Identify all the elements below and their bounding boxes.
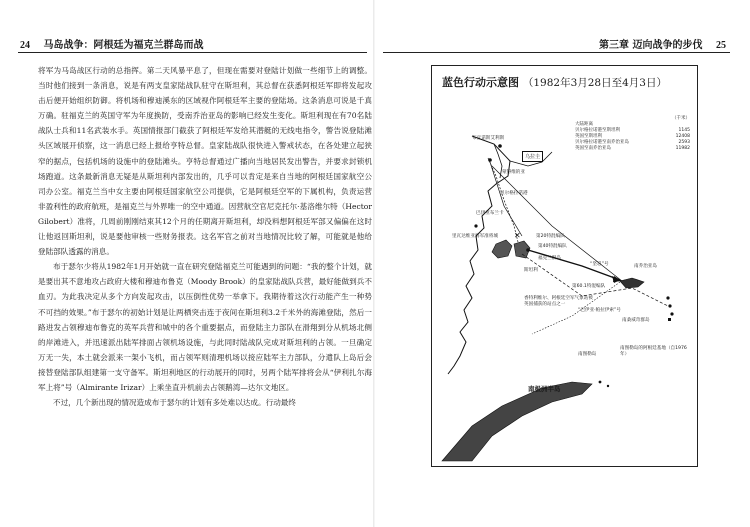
south-sandwich-island-3 xyxy=(670,312,673,315)
label-stanley: 斯坦利 xyxy=(524,268,538,273)
arrowhead-task-60 xyxy=(613,276,622,282)
antarctic-islet-2 xyxy=(607,385,609,387)
label-task-40: 第40特混编队 xyxy=(538,244,567,249)
label-south-thule: 南桑威奇群岛 xyxy=(622,318,650,323)
marker-puerto-belgrano xyxy=(488,158,492,162)
right-page xyxy=(375,0,750,527)
distance-route: 大陆距离 xyxy=(575,122,593,127)
label-note: 香特利维尔、阿根廷空军气象站被英国捕获的站点之一 xyxy=(524,296,593,307)
marker-buenos-aires xyxy=(498,144,502,148)
label-puerto-belgrano: 贝尔格拉诺港 xyxy=(500,191,528,196)
label-task-20: 第20特混编队 xyxy=(536,234,565,239)
right-running-head: 第三章 迈向战争的步伐 xyxy=(599,40,703,51)
paragraph-1: 将军为马岛战区行动的总指挥。第二天风暴平息了，但现在需要对登陆计划做一些细节上的调整。当时他们接到一条消息，说是有两支皇家陆战队驻守在斯坦利，其总督在获悉阿根廷军即将发起攻击后便开始组织防御。将机场和穆迪溪东的区域视作阿根廷军主要的登陆场。这条消息可说是千真万确。驻福克兰的英国守军为年度换防，受南乔治亚岛的影响已经发生变化。斯坦利现在有70名陆战队士兵和11名武装水手。英国情报部门截获了阿根廷军发给其潜艇的无线电指令，警告说登陆滩头区域展开侦察，这一消息已经上报给亨特总督。皇家陆战队很快进入警戒状态，在各处建立起狭窄的据点，包括机场的设施中的登陆滩头。亨特总督通过广播向当地居民发出警告，并要求封锁机场跑道。这条最新消息无疑是从斯坦利内部发出的，几乎可以肯定是来自当地的阿根廷国家航空公司办公室。福克兰当中女主要由阿根廷国家航空公司提供，它是阿根廷空军的下属机构，负责运营非盈利性的政府航班，是福克兰与外界唯一的空中通道。因营航空官尼克托尔·基洛维尔特（Hector Gilobert）准将，几周前刚刚结束其12个月的任期离开斯坦利，却没料想阿根廷军部又偏偏在这时让他返回斯坦利，说是要他审核一些财务报表。这名军官之前对当地情况比较了解，可能就是他给登陆部队透露的消息。 xyxy=(38,66,372,257)
label-buenos-aires: 布宜诺斯艾利斯 xyxy=(472,136,505,141)
distance-table xyxy=(575,116,690,152)
label-thule-island: 南图勒岛 xyxy=(578,352,597,357)
marker-comodoro xyxy=(474,224,477,227)
distance-route: 英国至南乔治亚岛 xyxy=(575,146,611,151)
distance-row xyxy=(575,146,690,152)
left-page-number: 24 xyxy=(20,40,30,51)
left-page-header xyxy=(20,36,203,51)
map-title-text: 蓝色行动示意图 xyxy=(442,76,519,89)
label-south-georgia: 南乔治亚岛 xyxy=(634,264,657,269)
distance-km: 2593 xyxy=(678,140,690,145)
label-antarctica: 南极洲半岛 xyxy=(528,385,561,393)
left-header-rule xyxy=(18,52,367,53)
distance-route: 英国至斯坦利 xyxy=(575,134,602,139)
south-sandwich-island-1 xyxy=(666,296,669,299)
left-running-head: 马岛战争：阿根廷为福克兰群岛而战 xyxy=(43,40,204,51)
map-title xyxy=(442,74,667,90)
distance-km: 12408 xyxy=(675,134,690,139)
distance-route: 贝尔格拉诺港至南乔治亚岛 xyxy=(575,140,629,145)
label-bahia-blanca: 巴伊亚布兰卡 xyxy=(476,211,504,216)
rio-de-la-plata-coast xyxy=(494,144,502,178)
falklands-west xyxy=(492,240,512,258)
right-page-header xyxy=(599,36,726,51)
label-bahia-paraiso: “巴伊亚·帕拉伊索”号 xyxy=(578,308,621,313)
label-endurance: “坚忍”号 xyxy=(590,262,609,267)
label-comodoro: 里瓦达维亚海军准将城 xyxy=(452,234,498,239)
distance-unit: （千米） xyxy=(672,116,690,121)
right-header-rule xyxy=(383,52,730,53)
map-date-range: （1982年3月28日至4月3日） xyxy=(522,77,667,89)
distance-route: 贝尔格拉诺港至斯坦利 xyxy=(575,128,620,133)
paragraph-2: 布于瑟尔少将从1982年1月开始就一直在研究登陆福克兰可能遇到的问题：“我的整个计划，就是要出其不意地攻占政府大楼和穆迪布鲁克（Moody Brook）的皇家陆战队兵营，最好能做到兵不血刃。为此我决定从多个方向发起攻击，以压倒性优势一举拿下。我期待着这次行动能产生一种势不可挡的效果。”布于瑟尔的初始计划是让两栖突击连于夜间在斯坦利3.2千米外的海滩登陆，然后一路进发占领穆迪布鲁克的英军兵营和城中的各个重要据点，而登陆主力部队在滑翔到分从机场北侧的岸滩进入，并迅速派出陆军排面占领机场设施，与此同时陆战队完成对斯坦利的占领。一旦确定万无一失，本土就会派来一架小飞机，而占领军则清理机场以接应陆军主力部队，分遣队上岛后会接替登陆部队组建第一支守备军。斯坦利地区的行动展开的同时，另两个陆军排将会从“伊利扎尔海军上将”号（Almirante Irizar）上乘坐直升机前去占领鹅湾—达尔文地区。 xyxy=(38,262,372,392)
right-page-number: 25 xyxy=(716,40,726,51)
label-montevideo: 蒙得维的亚 xyxy=(502,170,525,175)
south-georgia-island xyxy=(620,278,644,288)
paragraph-3: 不过，几个新出现的情况造成布于瑟尔的计划有多处难以达成。行动最终 xyxy=(53,398,296,408)
antarctic-islet-1 xyxy=(599,381,602,384)
south-thule-base-marker xyxy=(668,318,671,321)
distance-km: 11982 xyxy=(675,146,690,151)
label-thule-base: 南图勒岛的阿根廷基地（自1976年） xyxy=(620,346,687,357)
south-sandwich-island-2 xyxy=(668,304,671,307)
antarctic-peninsula xyxy=(442,382,592,461)
left-body-text xyxy=(38,63,372,410)
operation-map xyxy=(431,65,698,467)
label-task-60: 第60.1特混编队 xyxy=(572,284,606,289)
label-falklands: 福克兰群岛 xyxy=(538,256,561,261)
label-uruguay: 乌拉圭 xyxy=(522,151,543,162)
distance-km: 1145 xyxy=(678,128,690,133)
marker-stanley xyxy=(526,248,530,252)
mark-x-falklands: ✕ xyxy=(514,231,521,240)
